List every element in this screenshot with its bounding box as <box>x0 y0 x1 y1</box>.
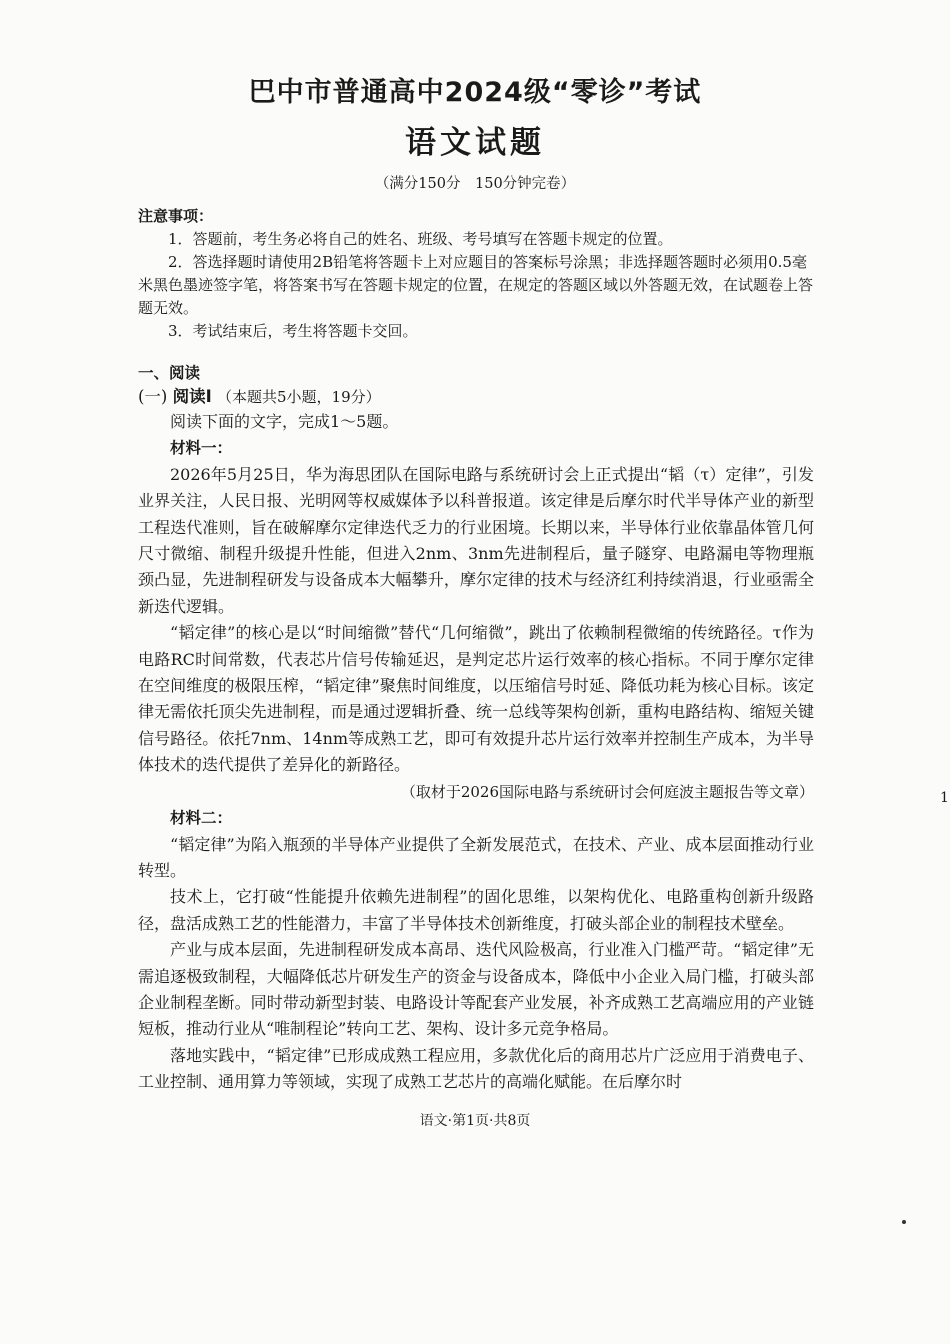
reading-passage <box>138 409 814 1096</box>
material-1-paragraph: “韬定律”的核心是以“时间缩微”替代“几何缩微”，跳出了依赖制程微缩的传统路径。τ作为电路RC时间常数，代表芯片信号传输延迟，是判定芯片运行效率的核心指标。不同于摩尔定律在空间维度的极限压榨，“韬定律”聚焦时间维度，以压缩信号时延、降低功耗为核心目标。该定律无需依托顶尖先进制程，而是通过逻辑折叠、统一总线等架构创新，重构电路结构、缩短关键信号路径。依托7nm、14nm等成熟工艺，即可有效提升芯片运行效率并控制生产成本，为半导体技术的迭代提供了差异化的新路径。 <box>138 623 814 775</box>
margin-page-number: 1 <box>940 790 949 806</box>
notice-item: 2．答选择题时请使用2B铅笔将答题卡上对应题目的答案标号涂黑；非选择题答题时必须用0.5毫米黑色墨迹签字笔，将答案书写在答题卡规定的位置，在规定的答题区域以外答题无效，在试题卷上答题无效。 <box>138 253 814 317</box>
notice-heading: 注意事项： <box>138 207 214 225</box>
material-2-paragraph: 产业与成本层面，先进制程研发成本高昂、迭代风险极高，行业准入门槛严苛。“韬定律”无需追逐极致制程，大幅降低芯片研发生产的资金与设备成本，降低中小企业入局门槛，打破头部企业制程垄断。同时带动新型封装、电路设计等配套产业发展，补齐成熟工艺高端应用的产业链短板，推动行业从“唯制程论”转向工艺、架构、设计多元竞争格局。 <box>138 940 814 1039</box>
sub-section-note: （本题共5小题，19分） <box>217 388 381 406</box>
score-info: （满分150分 150分钟完卷） <box>374 176 576 192</box>
material-2-paragraph: 技术上，它打破“性能提升依赖先进制程”的固化思维，以架构优化、电路重构创新升级路径，盘活成熟工艺的性能潜力，丰富了半导体技术创新维度，打破头部企业的制程技术壁垒。 <box>138 887 814 933</box>
section-heading: 一、阅读 <box>138 364 201 382</box>
sub-section-title: 阅读Ⅰ <box>172 387 212 406</box>
material-2-paragraph: “韬定律”为陷入瓶颈的半导体产业提供了全新发展范式，在技术、产业、成本层面推动行业转型。 <box>138 834 814 880</box>
page-footer: 语文·第1页·共8页 <box>419 1113 531 1129</box>
exam-title: 巴中市普通高中2024级“零诊”考试 <box>248 77 702 108</box>
reading-instruction: 阅读下面的文字，完成1～5题。 <box>170 412 399 431</box>
material-1-paragraph: 2026年5月25日，华为海思团队在国际电路与系统研讨会上正式提出“韬（τ）定律”，引发业界关注，人民日报、光明网等权威媒体予以科普报道。该定律是后摩尔时代半导体产业的新型工程迭代准则，旨在破解摩尔定律迭代乏力的行业困境。长期以来，半导体行业依靠晶体管几何尺寸微缩、制程升级提升性能，但进入2nm、3nm先进制程后，量子隧穿、电路漏电等物理瓶颈凸显，先进制程研发与设备成本大幅攀升，摩尔定律的技术与经济红利持续消退，行业亟需全新迭代逻辑。 <box>138 464 814 616</box>
material-1-source: （取材于2026国际电路与系统研讨会何庭波主题报告等文章） <box>400 782 814 801</box>
notice-item: 3．考试结束后，考生将答题卡交回。 <box>168 322 418 340</box>
material-2-label: 材料二： <box>170 809 233 828</box>
material-1-label: 材料一： <box>170 439 233 458</box>
sub-section-heading <box>138 383 381 407</box>
subject-title: 语文试题 <box>405 125 545 161</box>
material-2-paragraph: 落地实践中，“韬定律”已形成成熟工程应用，多款优化后的商用芯片广泛应用于消费电子、工业控制、通用算力等领域，实现了成熟工艺芯片的高端化赋能。在后摩尔时 <box>138 1045 814 1092</box>
notice-item: 1．答题前，考生务必将自己的姓名、班级、考号填写在答题卡规定的位置。 <box>168 230 673 248</box>
notice-block <box>138 205 818 343</box>
scan-speck <box>902 1220 906 1224</box>
sub-section-prefix: (一) <box>138 387 168 406</box>
